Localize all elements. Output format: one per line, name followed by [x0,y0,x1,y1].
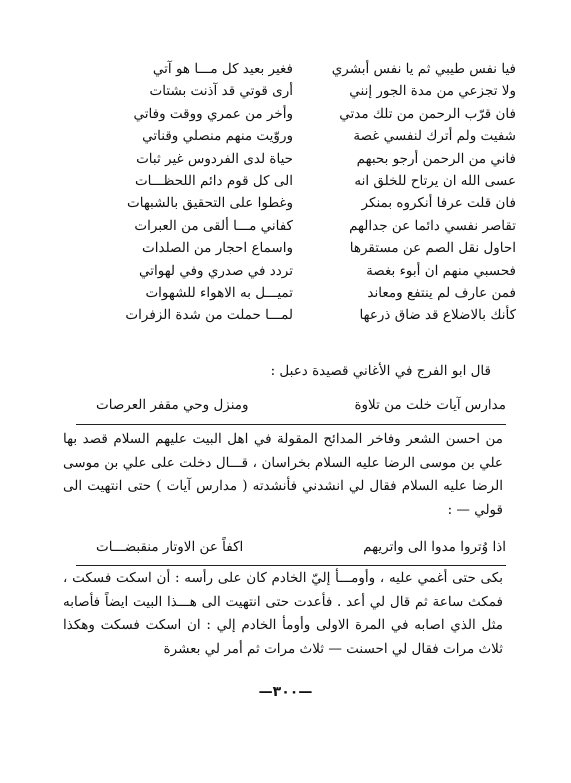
verse-second-hemistich: أرى قوتي قد آذنت بشتات [149,83,293,100]
verse-second-hemistich: لمـــا حملت من شدة الزفرات [125,307,293,324]
divider-line [76,424,506,425]
verse-first-hemistich: فيا نفس طيبي ثم يا نفس أبشري [331,61,516,77]
verse-second-hemistich: وأخر من عمري ووقت وفاتي [133,105,293,122]
verse-first-hemistich: فان قرّب الرحمن من تلك مدتي [339,105,516,122]
verse-1-first-hemistich: مدارس آيات خلت من تلاوة [354,397,506,413]
paragraph-1-text: من احسن الشعر وفاخر المدائح المقولة في اهل البيت عليهم السلام قصد بها علي بن موسى الرضا عليه السلام بخراسان ، قـــال دخلت على علي بن موسى الرضا عليه السلام فقال لي انشدني فأنشدته ( مدارس آيات ) حتى انتهيت الى قولي — : [63,431,503,518]
paragraph-1 [63,428,503,522]
intro-line: قال ابو الفرج في الأغاني قصيدة دعبل : [270,363,491,379]
verse-2-second-hemistich: اكفاً عن الاوتار منقبضـــات [96,539,244,555]
verse-first-hemistich: فان قلت عرفا أنكروه بمنكر [361,195,516,212]
verse-first-hemistich: شفيت ولم أترك لنفسي غصة [353,128,516,145]
paragraph-2-text: بكى حتى أغمي عليه ، وأومـــأ إليّ الخادم كان على رأسه : أن اسكت فسكت ، فمكث ساعة ثم قال لي أعد . فأعدت حتى انتهيت الى هـــذا البيت ايضاً فأصابه مثل الذي اصابه في المرة الاولى وأومأ الخادم إلي : ان اسكت فسكت وهكذا ثلاث مرات فقال لي احسنت — ثلاث مرات ثم أمر لي بعشرة [63,570,503,657]
verse-second-hemistich: تميـــل به الاهواء للشهوات [145,284,293,301]
verse-first-hemistich: فاني من الرحمن أرجو بحبهم [356,150,516,167]
verse-second-hemistich: الى كل قوم دائم اللحظـــات [134,172,293,189]
verse-first-hemistich: كأنك بالاضلاع قد ضاق ذرعها [359,307,516,324]
verse-second-hemistich: وغطوا على التحقيق بالشبهات [127,195,293,212]
verse-second-hemistich: واسماع احجار من الصلدات [142,240,293,257]
verse-first-hemistich: احاول نقل الصم عن مستقرها [349,240,516,257]
verse-first-hemistich: تقاصر نفسي دائما عن جدالهم [349,217,516,234]
verse-second-hemistich: كفاني مـــا ألقى من العبرات [134,217,293,234]
page-number: —٣٠٠— [258,684,313,700]
divider-line [76,565,506,566]
quoted-verse-1 [96,395,506,415]
verse-second-hemistich: وروّيت منهم منصلي وقناتي [142,128,293,145]
poem-block [96,58,516,327]
verse-second-hemistich: فغير بعيد كل مـــا هو آتي [152,61,293,77]
verse-first-hemistich: عسى الله ان يرتاح للخلق انه [354,172,516,189]
verse-first-hemistich: ولا تجزعي من مدة الجور إنني [349,83,516,100]
verse-first-hemistich: فمن عارف لم ينتفع ومعاند [367,284,516,301]
verse-first-hemistich: فحسبي منهم ان أبوء بغصة [366,262,516,279]
verse-1-second-hemistich: ومنزل وحي مقفر العرصات [96,397,249,413]
paragraph-2 [63,567,503,661]
verse-second-hemistich: تردد في صدري وفي لهواتي [138,262,293,279]
verse-second-hemistich: حياة لدى الفردوس غير ثبات [136,150,293,167]
verse-2-first-hemistich: اذا وُتروا مدوا الى واتريهم [363,539,506,555]
quoted-verse-2 [96,537,506,557]
